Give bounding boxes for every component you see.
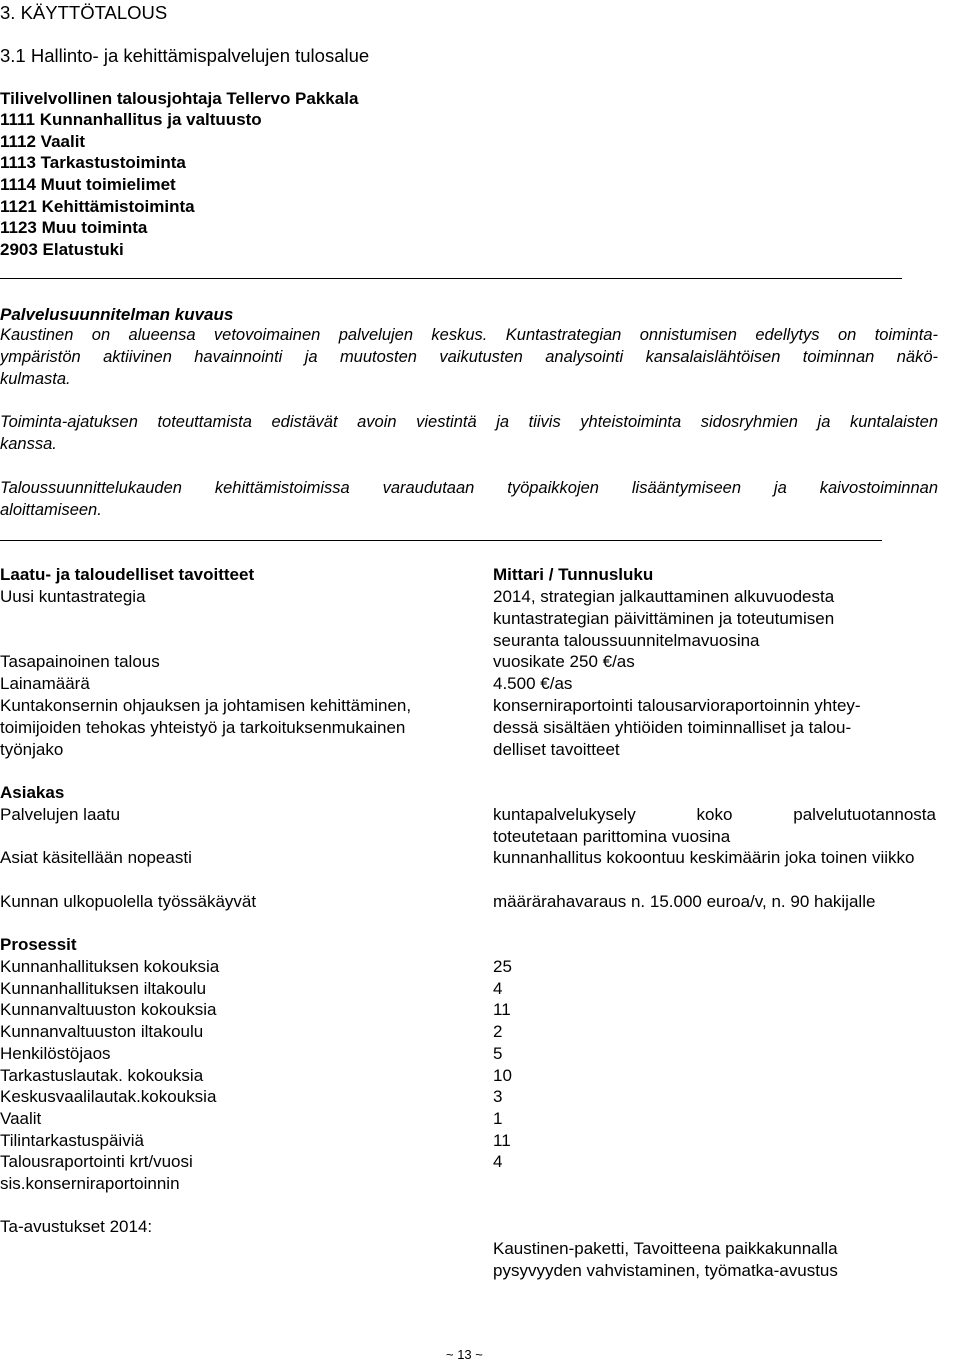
metric-item: vuosikate 250 €/as bbox=[493, 652, 635, 671]
process-label: Kunnanvaltuuston iltakoulu bbox=[0, 1022, 204, 1041]
process-label: sis.konserniraportoinnin bbox=[0, 1174, 180, 1193]
grants-line: pysyvyyden vahvistaminen, työmatka-avustus bbox=[493, 1261, 838, 1280]
responsible-person: Tilivelvollinen talousjohtaja Tellervo Pakkala bbox=[0, 89, 359, 108]
process-label: Kunnanhallituksen iltakoulu bbox=[0, 979, 207, 998]
divider bbox=[0, 278, 902, 279]
page-number: ~ 13 ~ bbox=[446, 1347, 483, 1362]
unit-item: 1112 Vaalit bbox=[0, 132, 86, 151]
description-line: kulmasta. bbox=[0, 370, 71, 388]
process-label: Kunnanhallituksen kokouksia bbox=[0, 957, 220, 976]
description-line: Taloussuunnittelukauden kehittämistoimissa varaudutaan työpaikkojen lisääntymiseen ja kaivostoiminnan bbox=[0, 479, 938, 497]
process-value: 25 bbox=[493, 957, 512, 976]
metric-item: seuranta taloussuunnitelmavuosina bbox=[493, 631, 760, 650]
customer-metric: toteutetaan parittomina vuosina bbox=[493, 827, 731, 846]
customer-metric: kuntapalvelukysely koko palvelutuotannosta bbox=[493, 805, 936, 824]
process-value: 3 bbox=[493, 1087, 503, 1106]
metric-item: konserniraportointi talousarvioraportoinnin yhtey- bbox=[493, 696, 861, 715]
customer-item: Palvelujen laatu bbox=[0, 805, 121, 824]
customer-metric: kunnanhallitus kokoontuu keskimäärin joka toinen viikko bbox=[493, 848, 915, 867]
description-line: Toiminta-ajatuksen toteuttamista edistävät avoin viestintä ja tiivis yhteistoiminta sidosryhmien ja kuntalaisten bbox=[0, 413, 938, 431]
process-label: Kunnanvaltuuston kokouksia bbox=[0, 1000, 217, 1019]
process-value: 5 bbox=[493, 1044, 503, 1063]
section-title: 3.1 Hallinto- ja kehittämispalvelujen tulosalue bbox=[0, 45, 370, 66]
process-value: 4 bbox=[493, 979, 503, 998]
metric-item: 2014, strategian jalkauttaminen alkuvuodesta bbox=[493, 587, 835, 606]
process-label: Vaalit bbox=[0, 1109, 42, 1128]
process-header: Prosessit bbox=[0, 935, 77, 954]
process-label: Talousraportointi krt/vuosi bbox=[0, 1152, 193, 1171]
chapter-heading: 3. KÄYTTÖTALOUS bbox=[0, 2, 168, 23]
goal-item: toimijoiden tehokas yhteistyö ja tarkoituksenmukainen bbox=[0, 718, 406, 737]
process-value: 1 bbox=[493, 1109, 503, 1128]
customer-item: Kunnan ulkopuolella työssäkäyvät bbox=[0, 892, 257, 911]
description-heading: Palvelusuunnitelman kuvaus bbox=[0, 305, 234, 324]
metric-header: Mittari / Tunnusluku bbox=[493, 565, 654, 584]
goal-item: Kuntakonsernin ohjauksen ja johtamisen kehittäminen, bbox=[0, 696, 412, 715]
description-line: kanssa. bbox=[0, 435, 57, 453]
divider bbox=[0, 540, 882, 541]
unit-item: 1114 Muut toimielimet bbox=[0, 175, 176, 194]
metric-item: delliset tavoitteet bbox=[493, 740, 620, 759]
unit-item: 1113 Tarkastustoiminta bbox=[0, 153, 186, 172]
unit-item: 1111 Kunnanhallitus ja valtuusto bbox=[0, 110, 262, 129]
process-label: Henkilöstöjaos bbox=[0, 1044, 111, 1063]
process-label: Keskusvaalilautak.kokouksia bbox=[0, 1087, 217, 1106]
goal-item: työnjako bbox=[0, 740, 64, 759]
goal-item: Uusi kuntastrategia bbox=[0, 587, 146, 606]
process-value: 11 bbox=[493, 1000, 511, 1019]
goals-header: Laatu- ja taloudelliset tavoitteet bbox=[0, 565, 255, 584]
description-line: Kaustinen on alueensa vetovoimainen palvelujen keskus. Kuntastrategian onnistumisen edellytys on toiminta- bbox=[0, 326, 938, 344]
unit-item: 1121 Kehittämistoiminta bbox=[0, 197, 195, 216]
metric-item: dessä sisältäen yhtiöiden toiminnalliset ja talou- bbox=[493, 718, 852, 737]
process-value: 2 bbox=[493, 1022, 503, 1041]
grants-label: Ta-avustukset 2014: bbox=[0, 1217, 153, 1236]
process-value: 4 bbox=[493, 1152, 503, 1171]
goal-item: Lainamäärä bbox=[0, 674, 90, 693]
goal-item: Tasapainoinen talous bbox=[0, 652, 160, 671]
description-line: ympäristön aktiivinen havainnointi ja muutosten vaikutusten analysointi kansalaislähtöisen toiminnan näkö- bbox=[0, 348, 938, 366]
customer-header: Asiakas bbox=[0, 783, 65, 802]
metric-item: 4.500 €/as bbox=[493, 674, 573, 693]
customer-metric: määrärahavaraus n. 15.000 euroa/v, n. 90 hakijalle bbox=[493, 892, 876, 911]
unit-item: 2903 Elatustuki bbox=[0, 240, 124, 259]
process-label: Tilintarkastuspäiviä bbox=[0, 1131, 144, 1150]
description-line: aloittamiseen. bbox=[0, 501, 102, 519]
unit-item: 1123 Muu toiminta bbox=[0, 218, 148, 237]
customer-item: Asiat käsitellään nopeasti bbox=[0, 848, 192, 867]
grants-line: Kaustinen-paketti, Tavoitteena paikkakunnalla bbox=[493, 1239, 838, 1258]
process-value: 11 bbox=[493, 1131, 511, 1150]
process-label: Tarkastuslautak. kokouksia bbox=[0, 1066, 204, 1085]
process-value: 10 bbox=[493, 1066, 512, 1085]
metric-item: kuntastrategian päivittäminen ja toteutumisen bbox=[493, 609, 835, 628]
